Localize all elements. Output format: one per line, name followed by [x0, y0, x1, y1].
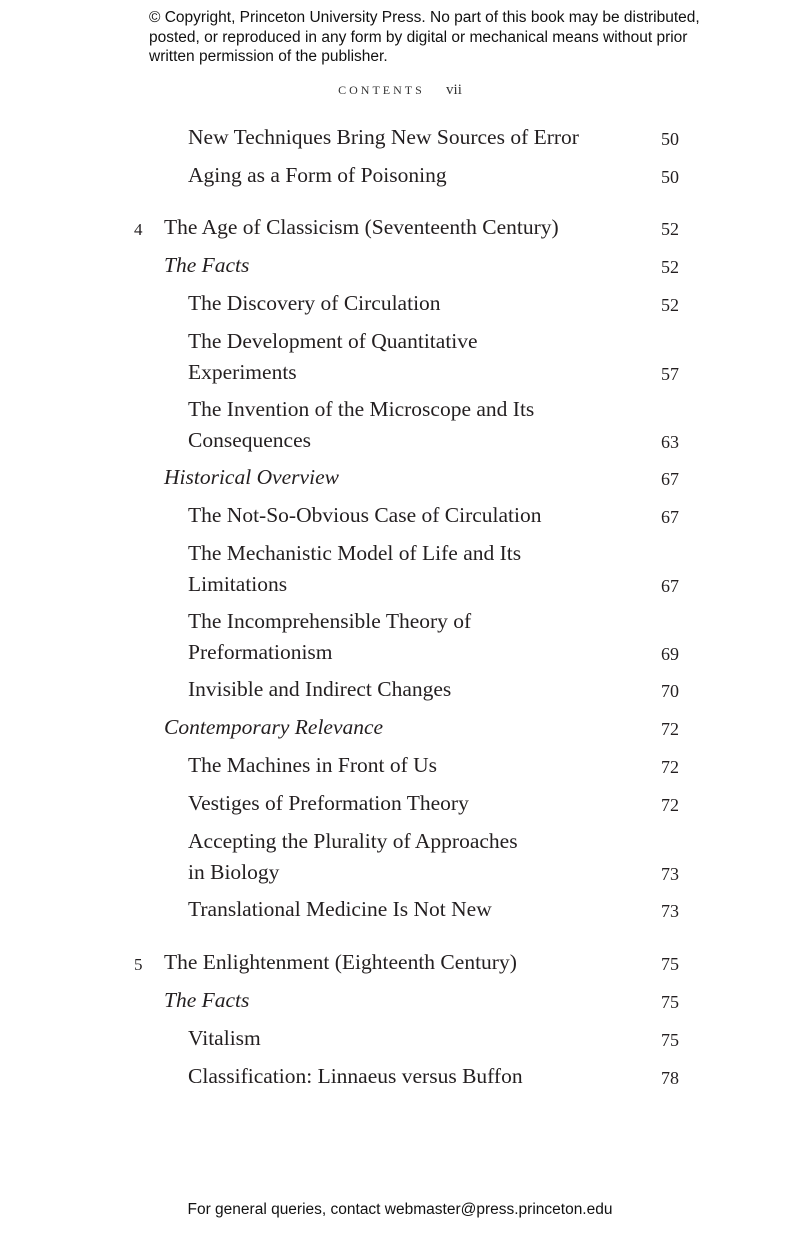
entry-title: The Development of Quantitative Experiments	[188, 329, 478, 384]
entry-title: The Mechanistic Model of Life and Its Limitations	[188, 541, 522, 596]
entry-title: The Machines in Front of Us	[188, 753, 438, 777]
page-number: 73	[661, 864, 679, 884]
chapter-number: 4	[134, 220, 143, 239]
toc-subsection	[0, 788, 800, 819]
toc-subsection	[0, 750, 800, 781]
toc-subsection	[0, 326, 800, 388]
entry-title: Accepting the Plurality of Approaches in Biology	[188, 829, 518, 884]
toc-subsection	[0, 538, 800, 600]
toc-subsection	[0, 894, 800, 925]
page-number: 75	[661, 992, 679, 1012]
page-number: 52	[661, 257, 679, 277]
running-head-page: vii	[446, 82, 462, 98]
running-head-label: CONTENTS	[338, 83, 425, 97]
page-number: 72	[661, 757, 679, 777]
page-number: 67	[661, 576, 679, 596]
page-number: 50	[661, 129, 679, 149]
entry-title: Invisible and Indirect Changes	[188, 677, 452, 701]
entry-title: The Facts	[164, 253, 250, 277]
entry-title: The Age of Classicism (Seventeenth Century)	[164, 215, 559, 239]
entry-title: Historical Overview	[164, 465, 339, 489]
toc-subsection	[0, 500, 800, 531]
toc-subsection	[0, 160, 800, 191]
footer-contact: For general queries, contact webmaster@press.princeton.edu	[187, 1201, 613, 1218]
toc-subsection	[0, 606, 800, 668]
running-head	[0, 82, 800, 99]
toc-section	[0, 712, 800, 743]
toc-section	[0, 462, 800, 493]
toc-section	[0, 250, 800, 281]
toc-section	[0, 985, 800, 1016]
entry-title: Classification: Linnaeus versus Buffon	[188, 1064, 523, 1088]
entry-title: Vitalism	[188, 1026, 261, 1050]
page-number: 69	[661, 644, 679, 664]
page-number: 63	[661, 432, 679, 452]
toc-subsection	[0, 1061, 800, 1092]
page-number: 67	[661, 507, 679, 527]
page-number: 75	[661, 1030, 679, 1050]
page-number: 72	[661, 719, 679, 739]
toc-subsection	[0, 674, 800, 705]
entry-title: The Facts	[164, 988, 250, 1012]
page-number: 78	[661, 1068, 679, 1088]
chapter-number: 5	[134, 955, 143, 974]
page-number: 57	[661, 364, 679, 384]
entry-title: Vestiges of Preformation Theory	[188, 791, 469, 815]
page-number: 52	[661, 295, 679, 315]
page-number: 72	[661, 795, 679, 815]
toc-subsection	[0, 1023, 800, 1054]
toc-subsection	[0, 394, 800, 456]
toc-subsection	[0, 288, 800, 319]
toc-subsection	[0, 122, 800, 153]
page-number: 52	[661, 219, 679, 239]
page-number: 70	[661, 681, 679, 701]
entry-title: The Enlightenment (Eighteenth Century)	[164, 950, 517, 974]
entry-title: The Invention of the Microscope and Its Consequences	[188, 397, 535, 452]
entry-title: The Not-So-Obvious Case of Circulation	[188, 503, 542, 527]
entry-title: The Discovery of Circulation	[188, 291, 441, 315]
page-number: 73	[661, 901, 679, 921]
copyright-notice: © Copyright, Princeton University Press. No part of this book may be distributed, posted, or reproduced in any form by digital or mechanical means without prior written permission of the publisher.	[149, 9, 700, 65]
toc-chapter	[0, 947, 800, 978]
entry-title: New Techniques Bring New Sources of Error	[188, 125, 579, 149]
page-number: 75	[661, 954, 679, 974]
entry-title: Contemporary Relevance	[164, 715, 384, 739]
entry-title: Translational Medicine Is Not New	[188, 897, 492, 921]
page-number: 67	[661, 469, 679, 489]
toc-chapter	[0, 212, 800, 243]
entry-title: The Incomprehensible Theory of Preformationism	[188, 609, 472, 664]
toc-subsection	[0, 826, 800, 888]
entry-title: Aging as a Form of Poisoning	[188, 163, 447, 187]
page-number: 50	[661, 167, 679, 187]
